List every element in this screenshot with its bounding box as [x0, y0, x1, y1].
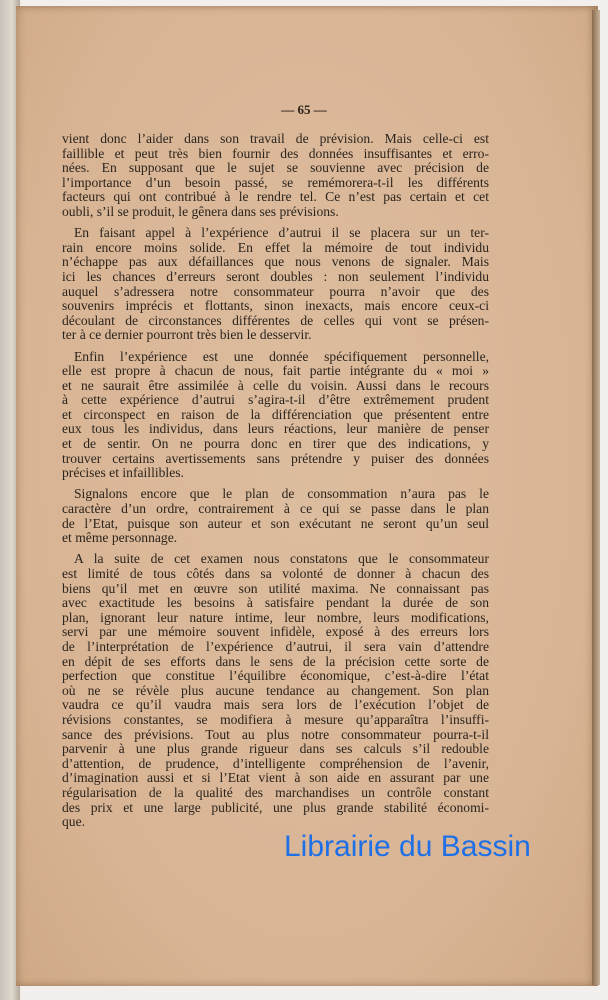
- text-line: d’attention, de prudence, d’intelligente compréhension de l’avenir,: [62, 755, 489, 771]
- text-line: des prix et une large publicité, une plus grande stabilité économi-: [62, 799, 489, 815]
- text-line: découlant de circonstances différentes de celles qui vont se présen-: [62, 312, 489, 328]
- paragraph: [62, 487, 489, 545]
- text-line: rain encore moins solide. En effet la mémoire de tout individu: [62, 239, 489, 255]
- paragraph: [62, 552, 489, 829]
- text-line: et ne saurait être assimilée à celle du voisin. Aussi dans le recours: [62, 377, 489, 393]
- text-line: plan, ignorant leur nature intime, leur nombre, leurs modifications,: [62, 609, 489, 625]
- text-line: de l’interprétation de l’expérience d’autrui, il sera vain d’attendre: [62, 638, 489, 654]
- text-line: servi par une mémoire souvent infidèle, exposé à des erreurs lors: [62, 624, 489, 640]
- text-line: est limité de tous côtés dans sa volonté de donner à chacun des: [62, 566, 489, 581]
- text-line: à cette expérience d’autrui s’agira-t-il d’être extrêmement prudent: [62, 392, 489, 408]
- text-line: sance des prévisions. Tout au plus notre consommateur pourra-t-il: [62, 726, 489, 742]
- text-line: et même personnage.: [62, 530, 178, 546]
- watermark: Librairie du Bassin: [284, 830, 531, 863]
- page-number: — 65 —: [281, 102, 327, 117]
- text-line: et circonspect en raison de la différenciation que présentent entre: [62, 406, 489, 422]
- text-line: A la suite de cet examen nous constatons que le consommateur: [74, 551, 489, 567]
- text-line: d’imagination aussi et si l’Etat vient à son aide en assurant par une: [62, 770, 489, 786]
- text-line: ter à ce dernier pourront très bien le desservir.: [62, 327, 312, 343]
- text-line: elle est propre à chacun de nous, fait partie intégrante du « moi »: [62, 363, 489, 379]
- paragraph: [62, 226, 489, 343]
- text-line: facteurs qui ont contribué à le rendre tel. Ce n’est pas certain et cet: [62, 189, 489, 205]
- text-line: et de sentir. On ne pourra donc en tirer que des indications, y: [62, 436, 489, 452]
- text-line: perfection que constitue l’équilibre économique, c’est-à-dire l’état: [62, 668, 489, 684]
- text-line: biens qu’il met en œuvre son utilité maxima. Ne connaissant pas: [62, 580, 489, 596]
- text-line: parvenir à une plus grande rigueur dans ses calculs s’il redouble: [62, 741, 489, 757]
- body-text: [62, 132, 489, 836]
- text-line: vaudra ce qu’il vaudra mais sera lors de l’exécution l’objet de: [62, 697, 489, 713]
- text-line: Signalons encore que le plan de consommation n’aura pas le: [74, 486, 489, 502]
- text-line: que.: [62, 814, 86, 830]
- text-line: régularisation de la qualité des marchandises un contrôle constant: [62, 784, 489, 800]
- text-line: auquel s’adressera notre consommateur pourra n’avoir que des: [62, 283, 489, 299]
- text-line: Enfin l’expérience est une donnée spécifiquement personnelle,: [74, 348, 489, 364]
- text-line: où ne se révèle plus aucune tendance au changement. Son plan: [62, 682, 489, 698]
- text-line: en dépit de ses efforts dans le sens de la précision cette sorte de: [62, 653, 489, 669]
- text-line: l’importance d’un besoin passé, se remémorera-t-il les différents: [62, 174, 489, 190]
- text-line: vient donc l’aider dans son travail de prévision. Mais celle-ci est: [62, 131, 489, 146]
- text-line: caractère d’un ordre, contrairement à ce qui se passe dans le plan: [62, 501, 489, 517]
- text-line: révisions constantes, se modifiera à mesure qu’apparaîtra l’insuffi-: [62, 711, 489, 727]
- text-line: précises et infaillibles.: [62, 465, 184, 481]
- text-line: souvenirs imprécis et flottants, sinon inexacts, mais encore ceux-ci: [62, 298, 489, 314]
- text-line: nées. En supposant que le sujet se souvienne avec précision de: [62, 160, 489, 176]
- text-line: En faisant appel à l’expérience d’autrui il se placera sur un ter-: [74, 225, 489, 241]
- text-line: eux tous les individus, dans leurs réactions, leur manière de penser: [62, 421, 489, 437]
- text-line: ici les chances d’erreurs seront doubles : non seulement l’individu: [62, 268, 489, 284]
- text-line: oubli, s’il se produit, le gênera dans ses prévisions.: [62, 203, 339, 219]
- page-stack-edge: [592, 10, 600, 985]
- text-line: n’échappe pas aux défaillances que nous venons de signaler. Mais: [62, 254, 489, 270]
- paragraph: [62, 350, 489, 481]
- text-line: avec exactitude les besoins à satisfaire pendant la durée de son: [62, 595, 489, 611]
- text-line: faillible et peut très bien fournir des données insuffisantes et erro-: [62, 145, 489, 161]
- paragraph: [62, 132, 489, 220]
- text-line: trouver certains avertissements sans prétendre y puiser des données: [62, 450, 489, 466]
- text-line: de l’Etat, puisque son auteur et son exécutant ne seront qu’un seul: [62, 515, 489, 531]
